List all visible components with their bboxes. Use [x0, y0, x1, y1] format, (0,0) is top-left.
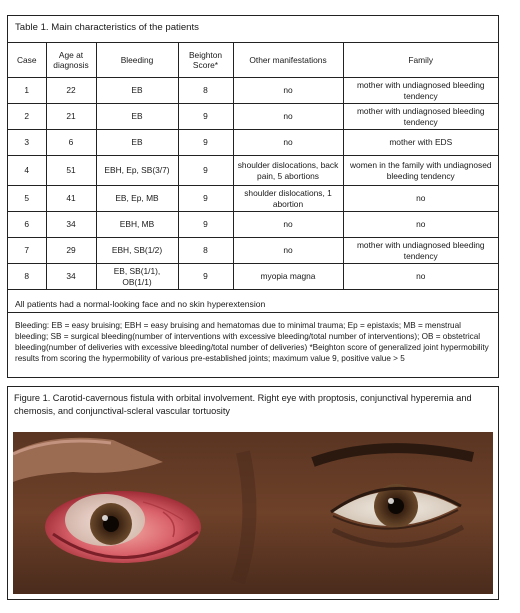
cell-family: no	[343, 212, 498, 238]
cell-other: no	[233, 130, 343, 156]
cell-family: mother with EDS	[343, 130, 498, 156]
cell-family: mother with undiagnosed bleeding tendency	[343, 104, 498, 130]
cell-case: 5	[8, 186, 46, 212]
cell-bleeding: EBH, Ep, SB(3/7)	[96, 156, 178, 186]
cell-other: no	[233, 212, 343, 238]
patients-table	[8, 42, 498, 290]
cell-other: shoulder dislocations, back pain, 5 abortions	[233, 156, 343, 186]
cell-case: 2	[8, 104, 46, 130]
table-row	[8, 104, 498, 130]
table-row	[8, 156, 498, 186]
cell-family: no	[343, 186, 498, 212]
cell-beighton: 9	[178, 104, 233, 130]
table-1-box	[7, 15, 499, 378]
cell-age: 29	[46, 238, 96, 264]
header-beighton: Beighton Score*	[178, 43, 233, 78]
cell-case: 3	[8, 130, 46, 156]
cell-other: no	[233, 78, 343, 104]
cell-case: 6	[8, 212, 46, 238]
cell-family: no	[343, 264, 498, 290]
cell-beighton: 8	[178, 238, 233, 264]
cell-age: 51	[46, 156, 96, 186]
divider	[8, 312, 498, 313]
figure-caption: Figure 1. Carotid-cavernous fistula with orbital involvement. Right eye with proptosis, conjunctival hyperemia and chemosis, and conjunctival-scleral vascular tortuosity	[14, 393, 472, 416]
table-header-row	[8, 43, 498, 78]
cell-other: no	[233, 104, 343, 130]
cell-case: 7	[8, 238, 46, 264]
cell-beighton: 9	[178, 156, 233, 186]
cell-bleeding: EBH, MB	[96, 212, 178, 238]
cell-family: women in the family with undiagnosed bleeding tendency	[343, 156, 498, 186]
cell-bleeding: EB, Ep, MB	[96, 186, 178, 212]
cell-age: 6	[46, 130, 96, 156]
cell-beighton: 9	[178, 186, 233, 212]
table-summary: All patients had a normal-looking face and no skin hyperextension	[15, 299, 266, 309]
cell-case: 4	[8, 156, 46, 186]
cell-other: shoulder dislocations, 1 abortion	[233, 186, 343, 212]
table-row	[8, 130, 498, 156]
cell-beighton: 9	[178, 264, 233, 290]
cell-bleeding: EB, SB(1/1), OB(1/1)	[96, 264, 178, 290]
table-caption: Table 1. Main characteristics of the patients	[15, 22, 199, 33]
cell-age: 41	[46, 186, 96, 212]
cell-age: 21	[46, 104, 96, 130]
eye-photo	[13, 432, 493, 594]
table-row	[8, 78, 498, 104]
header-age: Age at diagnosis	[46, 43, 96, 78]
cell-other: myopia magna	[233, 264, 343, 290]
cell-bleeding: EB	[96, 130, 178, 156]
table-legend: Bleeding: EB = easy bruising; EBH = easy bruising and hematomas due to minimal trauma; Ep = epistaxis; MB = menstrual bleeding; SB = surgical bleeding(number of interventions with excessive bleeding/total number of interventions); OB = obstetrical bleeding(number of deliveries with excessive bleeding/total number of deliveries) *Beighton score of generalized joint hypermobility results from scoring the hypermobility of various pre-established joints; maximum value 9, positive value > 5	[15, 321, 489, 363]
header-case: Case	[8, 43, 46, 78]
cell-age: 22	[46, 78, 96, 104]
header-other: Other manifestations	[233, 43, 343, 78]
cell-age: 34	[46, 264, 96, 290]
cell-beighton: 9	[178, 130, 233, 156]
cell-bleeding: EB	[96, 78, 178, 104]
cell-case: 8	[8, 264, 46, 290]
figure-1-box	[7, 386, 499, 600]
header-family: Family	[343, 43, 498, 78]
table-row	[8, 264, 498, 290]
cell-age: 34	[46, 212, 96, 238]
header-bleeding: Bleeding	[96, 43, 178, 78]
table-row	[8, 186, 498, 212]
cell-family: mother with undiagnosed bleeding tendency	[343, 238, 498, 264]
cell-other: no	[233, 238, 343, 264]
table-row	[8, 238, 498, 264]
cell-bleeding: EB	[96, 104, 178, 130]
cell-beighton: 9	[178, 212, 233, 238]
cell-bleeding: EBH, SB(1/2)	[96, 238, 178, 264]
cell-case: 1	[8, 78, 46, 104]
cell-beighton: 8	[178, 78, 233, 104]
table-row	[8, 212, 498, 238]
cell-family: mother with undiagnosed bleeding tendency	[343, 78, 498, 104]
